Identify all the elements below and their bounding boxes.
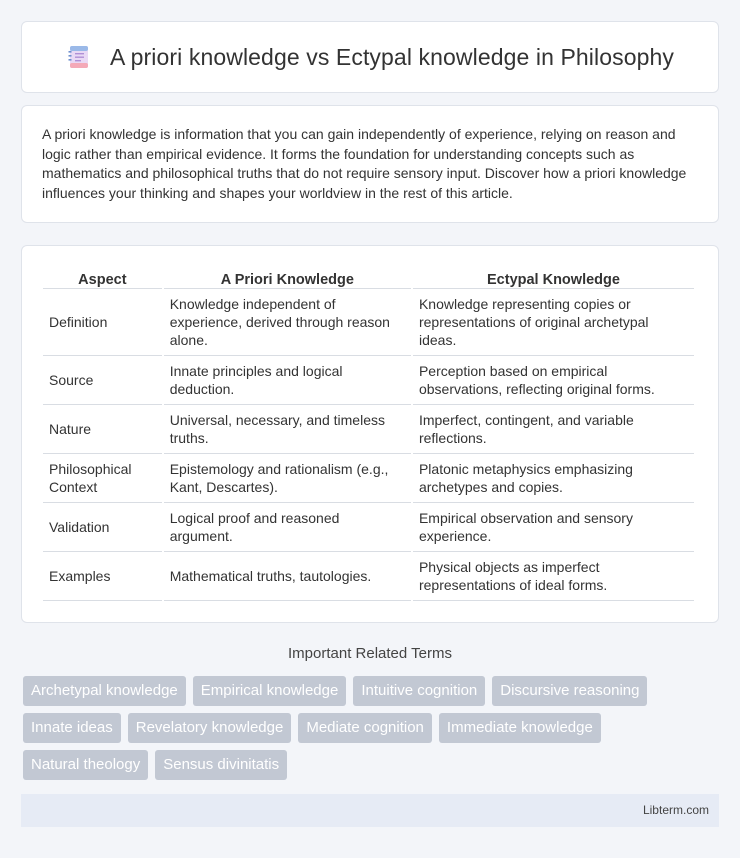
intro-card — [21, 105, 719, 223]
tag-empirical-knowledge[interactable]: Empirical knowledge — [193, 676, 347, 706]
header-aspect: Aspect — [43, 265, 162, 289]
row-aspect: Examples — [43, 552, 162, 601]
row-aspect: Definition — [43, 289, 162, 356]
row-a-priori: Logical proof and reasoned argument. — [164, 503, 411, 552]
row-aspect: Source — [43, 356, 162, 405]
row-ectypal: Knowledge representing copies or representations of original archetypal ideas. — [413, 289, 694, 356]
table-row — [43, 356, 694, 405]
table-row — [43, 552, 694, 601]
table-row — [43, 405, 694, 454]
tag-intuitive-cognition[interactable]: Intuitive cognition — [353, 676, 485, 706]
footer — [21, 794, 719, 827]
tag-archetypal-knowledge[interactable]: Archetypal knowledge — [23, 676, 186, 706]
tag-revelatory-knowledge[interactable]: Revelatory knowledge — [128, 713, 292, 743]
table-row — [43, 454, 694, 503]
row-aspect: Nature — [43, 405, 162, 454]
table-header-row — [43, 265, 694, 289]
row-ectypal: Imperfect, contingent, and variable reflections. — [413, 405, 694, 454]
row-a-priori: Epistemology and rationalism (e.g., Kant, Descartes). — [164, 454, 411, 503]
row-ectypal: Empirical observation and sensory experience. — [413, 503, 694, 552]
tag-immediate-knowledge[interactable]: Immediate knowledge — [439, 713, 601, 743]
intro-text: A priori knowledge is information that you can gain independently of experience, relying on reason and logic rather than empirical evidence. It forms the foundation for understanding concepts such as mathematics and philosophical truths that do not require sensory input. Discover how a priori knowledge influences your thinking and shapes your worldview in the rest of this article. — [42, 126, 687, 201]
row-a-priori: Universal, necessary, and timeless truths. — [164, 405, 411, 454]
row-aspect: Validation — [43, 503, 162, 552]
tag-natural-theology[interactable]: Natural theology — [23, 750, 148, 780]
tag-innate-ideas[interactable]: Innate ideas — [23, 713, 121, 743]
table-row — [43, 503, 694, 552]
comparison-card — [21, 245, 719, 623]
row-a-priori: Innate principles and logical deduction. — [164, 356, 411, 405]
row-a-priori: Knowledge independent of experience, derived through reason alone. — [164, 289, 411, 356]
header-card — [21, 21, 719, 93]
row-a-priori: Mathematical truths, tautologies. — [164, 552, 411, 601]
table-row — [43, 289, 694, 356]
row-ectypal: Physical objects as imperfect representations of ideal forms. — [413, 552, 694, 601]
tag-mediate-cognition[interactable]: Mediate cognition — [298, 713, 432, 743]
row-ectypal: Perception based on empirical observations, reflecting original forms. — [413, 356, 694, 405]
page-title: A priori knowledge vs Ectypal knowledge in Philosophy — [109, 43, 674, 70]
tag-sensus-divinitatis[interactable]: Sensus divinitatis — [155, 750, 287, 780]
related-terms-title: Important Related Terms — [288, 645, 452, 662]
footer-brand-link[interactable]: Libterm.com — [642, 803, 709, 817]
row-aspect: Philosophical Context — [43, 454, 162, 503]
row-ectypal: Platonic metaphysics emphasizing archetypes and copies. — [413, 454, 694, 503]
comparison-table — [41, 265, 696, 601]
tag-discursive-reasoning[interactable]: Discursive reasoning — [492, 676, 647, 706]
header-ectypal: Ectypal Knowledge — [413, 265, 694, 289]
book-icon — [66, 44, 92, 70]
related-terms-tags — [23, 676, 723, 787]
header-a-priori: A Priori Knowledge — [164, 265, 411, 289]
